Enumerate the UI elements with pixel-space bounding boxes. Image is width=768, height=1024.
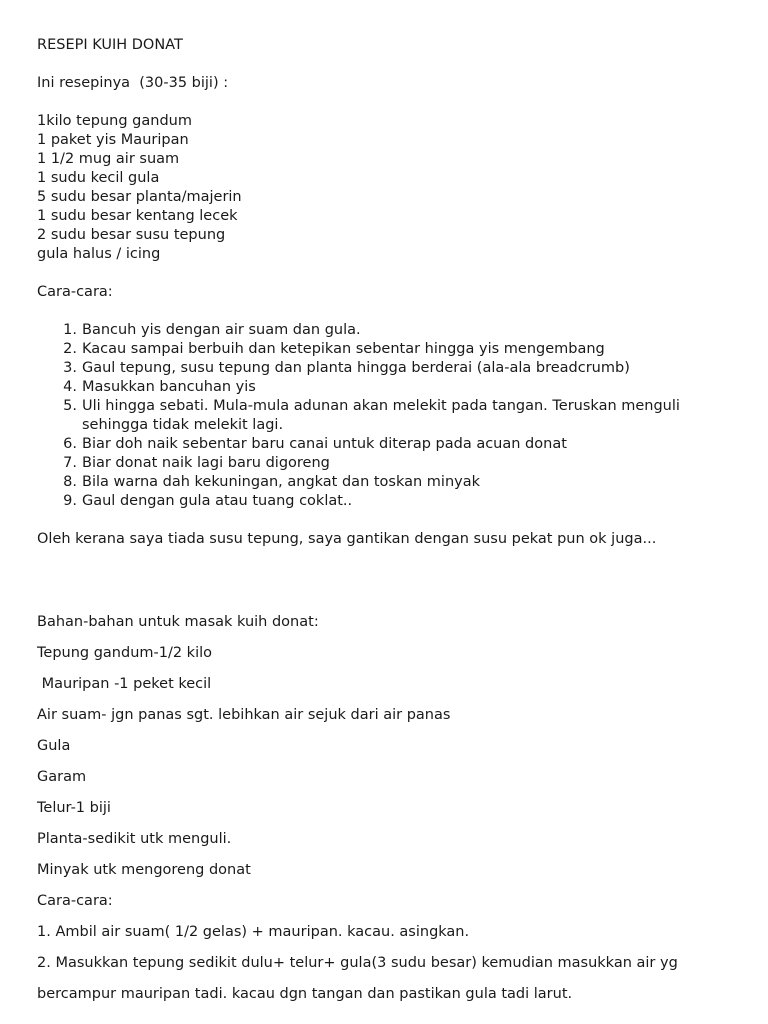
step-number: 5. — [63, 398, 77, 414]
step-number: 2. — [63, 341, 77, 357]
second-recipe-line: Minyak utk mengoreng donat — [37, 862, 251, 878]
second-recipe-line: 1. Ambil air suam( 1/2 gelas) + mauripan. kacau. asingkan. — [37, 924, 470, 940]
step-text: Bancuh yis dengan air suam dan gula. — [82, 322, 361, 338]
step-text: Biar donat naik lagi baru digoreng — [82, 455, 330, 471]
ingredient-item: 1 paket yis Mauripan — [37, 132, 189, 148]
second-recipe-line: Garam — [37, 769, 87, 785]
step-item — [37, 473, 737, 492]
ingredient-item: 5 sudu besar planta/majerin — [37, 189, 242, 205]
ingredient-list — [37, 112, 737, 264]
step-number: 1. — [63, 322, 77, 338]
second-recipe-line: Bahan-bahan untuk masak kuih donat: — [37, 614, 319, 630]
step-text: Masukkan bancuhan yis — [82, 379, 256, 395]
step-item — [37, 359, 737, 378]
step-item — [37, 435, 737, 454]
ingredient-item: 1 sudu besar kentang lecek — [37, 208, 238, 224]
step-text: Kacau sampai berbuih dan ketepikan sebentar hingga yis mengembang — [82, 341, 605, 357]
second-recipe-line: Tepung gandum-1/2 kilo — [37, 645, 213, 661]
step-text: Biar doh naik sebentar baru canai untuk diterap pada acuan donat — [82, 436, 567, 452]
step-text: Gaul dengan gula atau tuang coklat.. — [82, 493, 353, 509]
step-text: Bila warna dah kekuningan, angkat dan toskan minyak — [82, 474, 481, 490]
second-recipe-line: 2. Masukkan tepung sedikit dulu+ telur+ gula(3 sudu besar) kemudian masukkan air yg — [37, 955, 678, 971]
step-number: 4. — [63, 379, 77, 395]
step-number: 7. — [63, 455, 77, 471]
step-item — [37, 340, 737, 359]
step-item — [37, 397, 737, 435]
second-recipe-line: Air suam- jgn panas sgt. lebihkan air sejuk dari air panas — [37, 707, 451, 723]
second-recipe-line: Mauripan -1 peket kecil — [37, 676, 212, 692]
ingredient-item: 1 sudu kecil gula — [37, 170, 160, 186]
second-recipe-line: bercampur mauripan tadi. kacau dgn tangan dan pastikan gula tadi larut. — [37, 986, 573, 1002]
step-item — [37, 321, 737, 340]
second-recipe-line: Cara-cara: — [37, 893, 113, 909]
step-number: 9. — [63, 493, 77, 509]
ingredient-item: gula halus / icing — [37, 246, 161, 262]
second-recipe-line: Telur-1 biji — [37, 800, 111, 816]
recipe-title: RESEPI KUIH DONAT — [37, 37, 183, 53]
step-number: 3. — [63, 360, 77, 376]
ingredient-item: 1kilo tepung gandum — [37, 113, 192, 129]
step-number: 6. — [63, 436, 77, 452]
step-number: 8. — [63, 474, 77, 490]
ingredient-item: 1 1/2 mug air suam — [37, 151, 180, 167]
second-recipe-line: Planta-sedikit utk menguli. — [37, 831, 232, 847]
ingredient-item: 2 sudu besar susu tepung — [37, 227, 226, 243]
step-text: Gaul tepung, susu tepung dan planta hingga berderai (ala-ala breadcrumb) — [82, 360, 630, 376]
second-recipe — [37, 607, 737, 1010]
step-item — [37, 454, 737, 473]
step-item — [37, 378, 737, 397]
second-recipe-line: Gula — [37, 738, 71, 754]
method-steps — [37, 321, 737, 511]
recipe-document — [37, 36, 737, 549]
recipe-note: Oleh kerana saya tiada susu tepung, saya gantikan dengan susu pekat pun ok juga... — [37, 531, 657, 547]
method-heading: Cara-cara: — [37, 284, 113, 300]
recipe-intro: Ini resepinya (30-35 biji) : — [37, 75, 229, 91]
step-text: Uli hingga sebati. Mula-mula adunan akan melekit pada tangan. Teruskan menguli sehingga tidak melekit lagi. — [82, 398, 680, 433]
step-item — [37, 492, 737, 511]
